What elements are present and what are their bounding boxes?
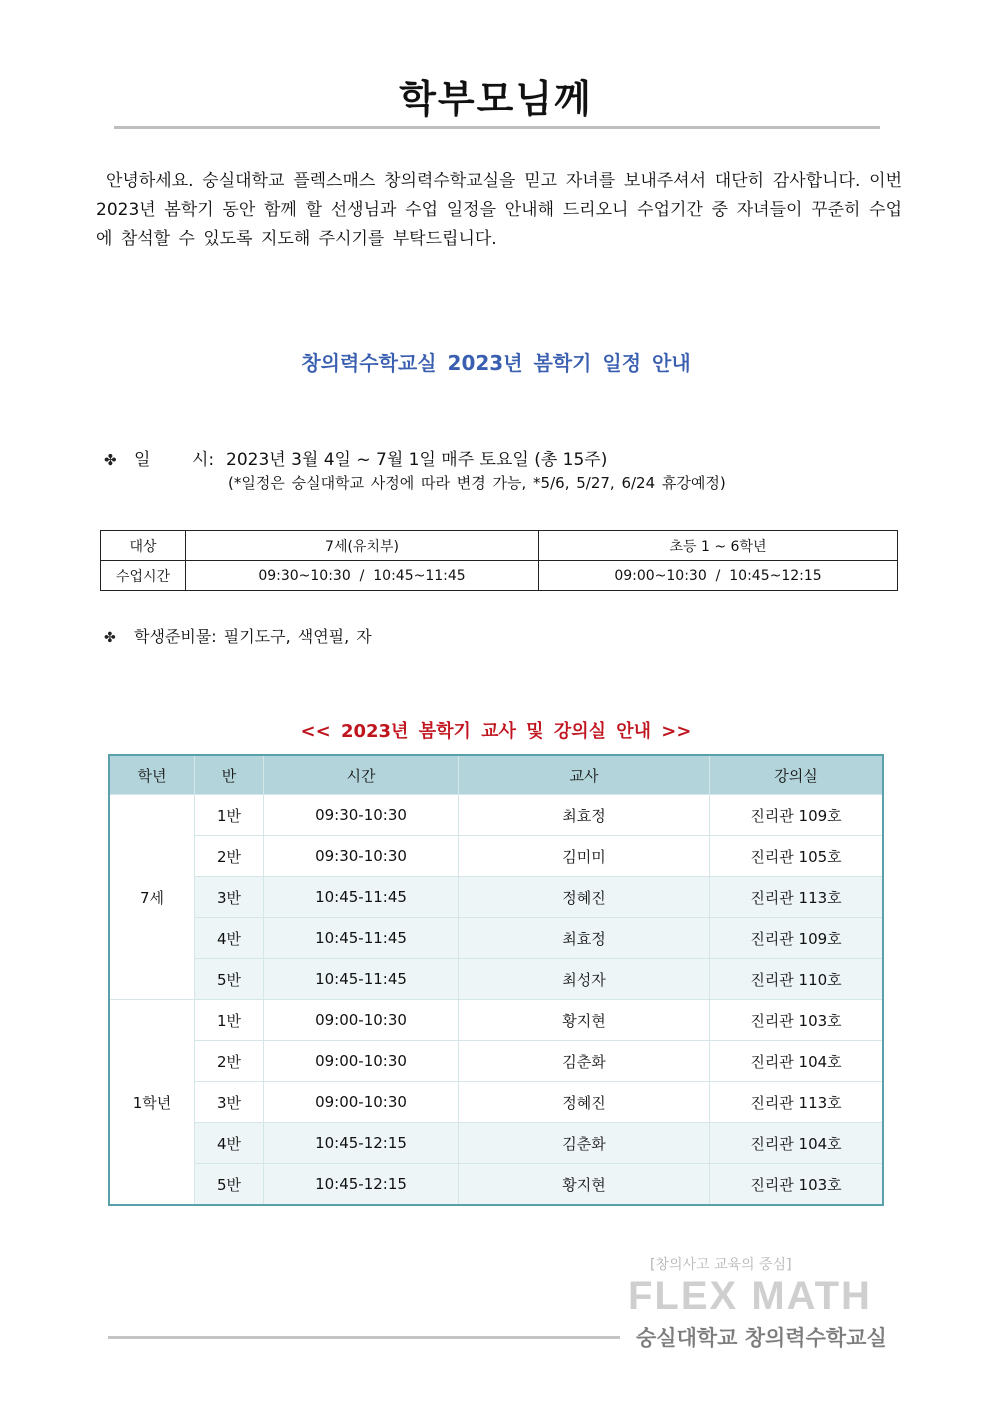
teacher-cell: 김춘화 — [459, 1041, 710, 1082]
teacher-cell: 최성자 — [459, 959, 710, 1000]
bullet-icon: ✤ — [104, 451, 117, 469]
class-table — [108, 754, 884, 1206]
footer-tagline: [창의사고 교육의 중심] — [650, 1257, 792, 1273]
column-header: 교사 — [459, 755, 710, 795]
info-cell: 초등 1 ~ 6학년 — [539, 531, 898, 561]
page-title: 학부모님께 — [399, 77, 593, 121]
room-cell: 진리관 110호 — [710, 959, 884, 1000]
class-cell: 3반 — [195, 1082, 264, 1123]
time-cell: 10:45-11:45 — [264, 959, 459, 1000]
teacher-cell: 최효정 — [459, 795, 710, 836]
class-cell: 5반 — [195, 959, 264, 1000]
teacher-cell: 정혜진 — [459, 877, 710, 918]
time-cell: 10:45-12:15 — [264, 1123, 459, 1164]
teacher-cell: 정혜진 — [459, 1082, 710, 1123]
room-cell: 진리관 113호 — [710, 1082, 884, 1123]
schedule-value: 2023년 3월 4일 ~ 7월 1일 매주 토요일 (총 15주) — [226, 450, 608, 470]
info-cell: 대상 — [101, 531, 186, 561]
class-cell: 1반 — [195, 795, 264, 836]
time-cell: 10:45-11:45 — [264, 877, 459, 918]
teacher-cell: 최효정 — [459, 918, 710, 959]
column-header: 강의실 — [710, 755, 884, 795]
time-cell: 09:00-10:30 — [264, 1041, 459, 1082]
schedule-label: 일 시: — [134, 450, 215, 470]
table-row — [109, 1041, 883, 1082]
target-time-table — [100, 530, 898, 591]
footer-logo-text: FLEX MATH — [628, 1274, 872, 1318]
class-table-header — [109, 755, 883, 795]
table-row — [109, 1000, 883, 1041]
time-cell: 09:30-10:30 — [264, 836, 459, 877]
time-cell: 10:45-11:45 — [264, 918, 459, 959]
table-row — [109, 877, 883, 918]
table-row — [109, 1123, 883, 1164]
table-row — [109, 959, 883, 1000]
intro-paragraph — [96, 167, 902, 254]
column-header: 학년 — [109, 755, 195, 795]
intro-text: 안녕하세요. 숭실대학교 플렉스매스 창의력수학교실을 믿고 자녀를 보내주셔서 대단히 감사합니다. 이번 2023년 봄학기 동안 함께 할 선생님과 수업 일정을 안내해 드리오니 수업기간 중 자녀들이 꾸준히 수업에 참석할 수 있도록 지도해 주시기를 부탁드립니다. — [96, 171, 902, 249]
info-cell: 09:00~10:30 / 10:45~12:15 — [539, 561, 898, 591]
class-cell: 1반 — [195, 1000, 264, 1041]
room-cell: 진리관 105호 — [710, 836, 884, 877]
teacher-cell: 김춘화 — [459, 1123, 710, 1164]
class-cell: 2반 — [195, 836, 264, 877]
column-header: 시간 — [264, 755, 459, 795]
schedule-block — [104, 445, 607, 470]
table-row — [109, 1082, 883, 1123]
time-cell: 09:00-10:30 — [264, 1082, 459, 1123]
time-cell: 09:30-10:30 — [264, 795, 459, 836]
room-cell: 진리관 103호 — [710, 1164, 884, 1206]
footer-school-name: 숭실대학교 창의력수학교실 — [636, 1326, 887, 1350]
room-cell: 진리관 103호 — [710, 1000, 884, 1041]
supplies-text: 학생준비물: 필기도구, 색연필, 자 — [134, 627, 372, 646]
table-row — [109, 918, 883, 959]
supplies-line — [104, 624, 372, 647]
info-time-row — [101, 561, 898, 591]
time-cell: 10:45-12:15 — [264, 1164, 459, 1206]
class-cell: 2반 — [195, 1041, 264, 1082]
table-row — [109, 1164, 883, 1206]
teacher-section-title: << 2023년 봄학기 교사 및 강의실 안내 >> — [300, 721, 692, 742]
column-header: 반 — [195, 755, 264, 795]
grade-cell: 7세 — [109, 795, 195, 1000]
room-cell: 진리관 104호 — [710, 1123, 884, 1164]
class-cell: 5반 — [195, 1164, 264, 1206]
info-cell: 09:30~10:30 / 10:45~11:45 — [186, 561, 539, 591]
room-cell: 진리관 109호 — [710, 795, 884, 836]
schedule-section-title: 창의력수학교실 2023년 봄학기 일정 안내 — [301, 351, 691, 375]
teacher-cell: 김미미 — [459, 836, 710, 877]
teacher-cell: 황지현 — [459, 1000, 710, 1041]
room-cell: 진리관 113호 — [710, 877, 884, 918]
grade-cell: 1학년 — [109, 1000, 195, 1206]
info-header-row — [101, 531, 898, 561]
footer-divider — [108, 1336, 620, 1339]
room-cell: 진리관 104호 — [710, 1041, 884, 1082]
class-cell: 4반 — [195, 918, 264, 959]
teacher-cell: 황지현 — [459, 1164, 710, 1206]
schedule-note: (*일정은 숭실대학교 사정에 따라 변경 가능, *5/6, 5/27, 6/24 휴강예정) — [228, 474, 726, 492]
table-row — [109, 836, 883, 877]
info-cell: 수업시간 — [101, 561, 186, 591]
table-row — [109, 795, 883, 836]
class-cell: 4반 — [195, 1123, 264, 1164]
time-cell: 09:00-10:30 — [264, 1000, 459, 1041]
info-cell: 7세(유치부) — [186, 531, 539, 561]
bullet-icon: ✤ — [104, 630, 116, 646]
room-cell: 진리관 109호 — [710, 918, 884, 959]
title-divider — [114, 126, 880, 129]
class-cell: 3반 — [195, 877, 264, 918]
